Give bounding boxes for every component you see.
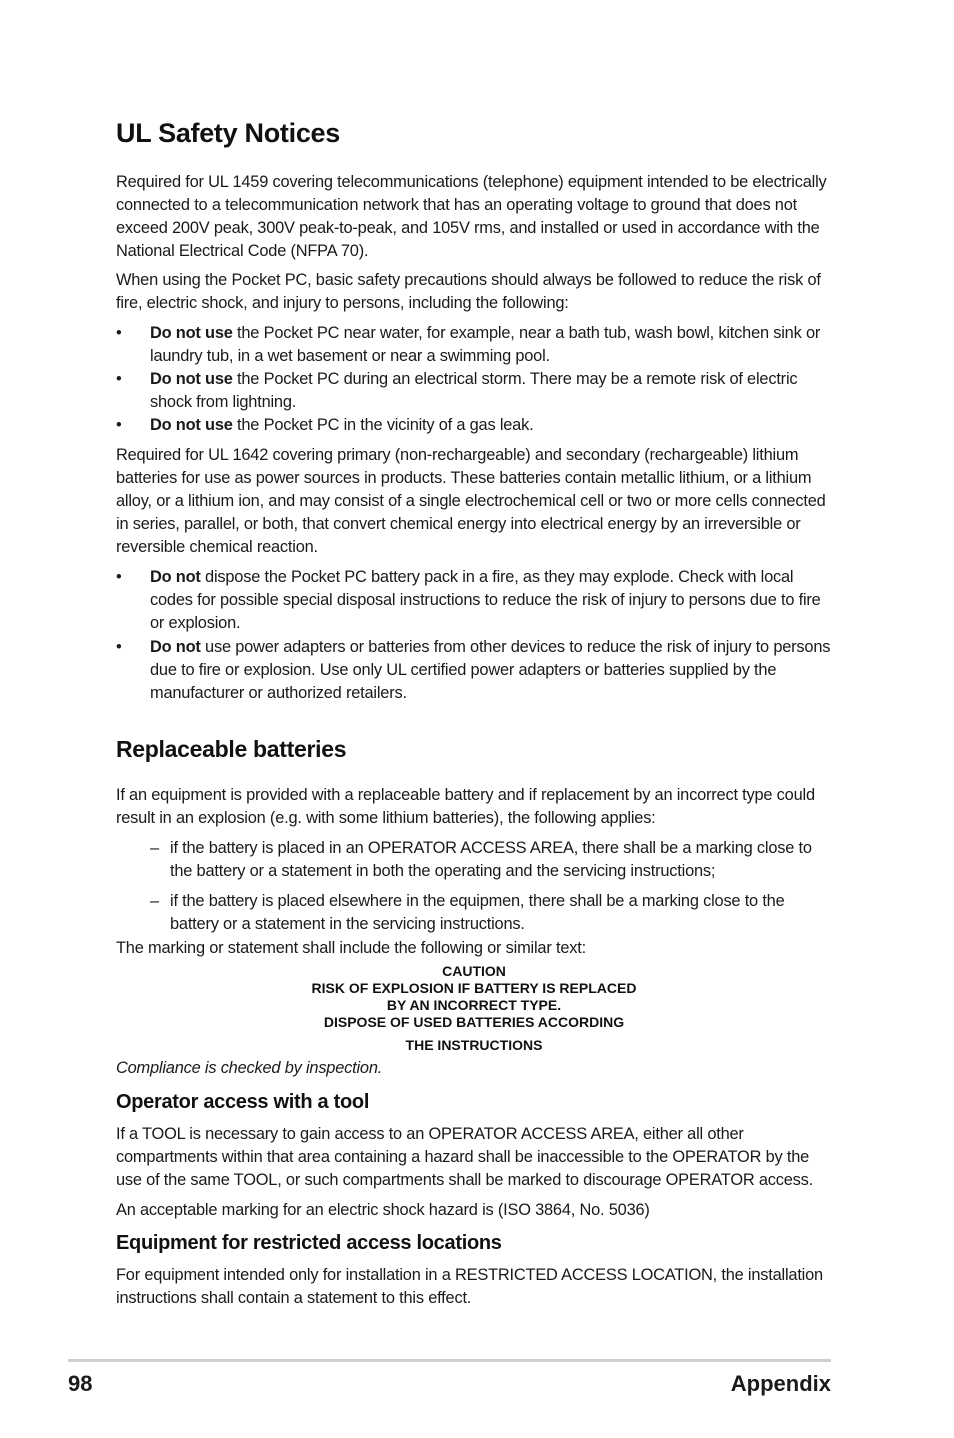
- compliance-note: Compliance is checked by inspection.: [116, 1059, 383, 1077]
- caution-line: RISK OF EXPLOSION IF BATTERY IS REPLACED: [311, 980, 637, 996]
- bullet-bold: Do not: [150, 568, 201, 586]
- bullet-mark: •: [116, 370, 122, 388]
- page-title: UL Safety Notices: [116, 118, 340, 148]
- bullet-text: dispose the Pocket PC battery pack in a fire, as they may explode. Check with local codes for possible special disposal instructions to reduce the risk of injury to persons due to fire or explosion.: [150, 568, 821, 632]
- dash-mark: –: [150, 892, 159, 910]
- bullet-text: the Pocket PC in the vicinity of a gas leak.: [232, 416, 534, 434]
- dash-text: if the battery is placed in an OPERATOR ACCESS AREA, there shall be a marking close to the battery or a statement in both the operating and the servicing instructions;: [170, 839, 812, 880]
- bullet-mark: •: [116, 568, 122, 586]
- bullet-mark: •: [116, 638, 122, 656]
- bullet-text: the Pocket PC during an electrical storm. There may be a remote risk of electric shock from lightning.: [150, 370, 798, 411]
- bullet-mark: •: [116, 324, 122, 342]
- bullet-text: the Pocket PC near water, for example, near a bath tub, wash bowl, kitchen sink or laundry tub, in a wet basement or near a swimming pool.: [150, 324, 821, 365]
- replaceable-batteries-paragraph: If an equipment is provided with a replaceable battery and if replacement by an incorrect type could result in an explosion (e.g. with some lithium batteries), the following applies:: [116, 786, 815, 827]
- bullet-bold: Do not use: [150, 370, 233, 388]
- caution-line: THE INSTRUCTIONS: [405, 1037, 543, 1053]
- intro-paragraph-ul1459: Required for UL 1459 covering telecommunications (telephone) equipment intended to be electrically connected to a telecommunication network that has an operating voltage to ground that does not exceed 200V peak, 300V peak-to-peak, and 105V rms, and installed or used in accordance with the National Electrical Code (NFPA 70).: [116, 173, 827, 260]
- shock-hazard-marking-line: An acceptable marking for an electric shock hazard is (ISO 3864, No. 5036): [116, 1201, 650, 1219]
- footer-divider: [68, 1359, 831, 1362]
- bullet-bold: Do not use: [150, 324, 233, 342]
- intro-paragraph-precautions: When using the Pocket PC, basic safety precautions should always be followed to reduce the risk of fire, electric shock, and injury to persons, including the following:: [116, 271, 821, 312]
- bullet-bold: Do not use: [150, 416, 233, 434]
- bullet-text: use power adapters or batteries from other devices to reduce the risk of injury to persons due to fire or explosion. Use only UL certified power adapters or batteries supplied by the manufacturer or authorized retailers.: [150, 638, 831, 702]
- operator-access-paragraph: If a TOOL is necessary to gain access to an OPERATOR ACCESS AREA, either all other compartments within that area containing a hazard shall be inaccessible to the OPERATOR by the use of the same TOOL, or such compartments shall be marked to discourage OPERATOR access.: [116, 1125, 814, 1189]
- bullet-mark: •: [116, 416, 122, 434]
- caution-line: BY AN INCORRECT TYPE.: [386, 997, 562, 1013]
- section-heading-restricted-access: Equipment for restricted access locations: [116, 1232, 502, 1254]
- dash-text: if the battery is placed elsewhere in the equipmen, there shall be a marking close to the battery or a statement in the servicing instructions.: [170, 892, 785, 933]
- marking-statement-line: The marking or statement shall include the following or similar text:: [116, 939, 586, 957]
- caution-line: DISPOSE OF USED BATTERIES ACCORDING: [323, 1014, 625, 1030]
- intro-paragraph-ul1642: Required for UL 1642 covering primary (non-rechargeable) and secondary (rechargeable) lithium batteries for use as power sources in products. These batteries contain metallic lithium, or a lithium alloy, or a lithium ion, and may consist of a single electrochemical cell or two or more cells connected in series, parallel, or both, that convert chemical energy into electrical energy by an irreversible or reversible chemical reaction.: [116, 446, 826, 556]
- caution-block: [116, 963, 832, 1054]
- dash-mark: –: [150, 839, 159, 857]
- section-heading-replaceable-batteries: Replaceable batteries: [116, 736, 347, 762]
- bullet-bold: Do not: [150, 638, 201, 656]
- caution-line: CAUTION: [442, 963, 506, 979]
- section-heading-operator-access: Operator access with a tool: [116, 1091, 370, 1113]
- footer-section-title: Appendix: [730, 1371, 831, 1396]
- restricted-access-paragraph: For equipment intended only for installation in a RESTRICTED ACCESS LOCATION, the installation instructions shall contain a statement to this effect.: [116, 1266, 823, 1307]
- page-number: 98: [68, 1371, 93, 1396]
